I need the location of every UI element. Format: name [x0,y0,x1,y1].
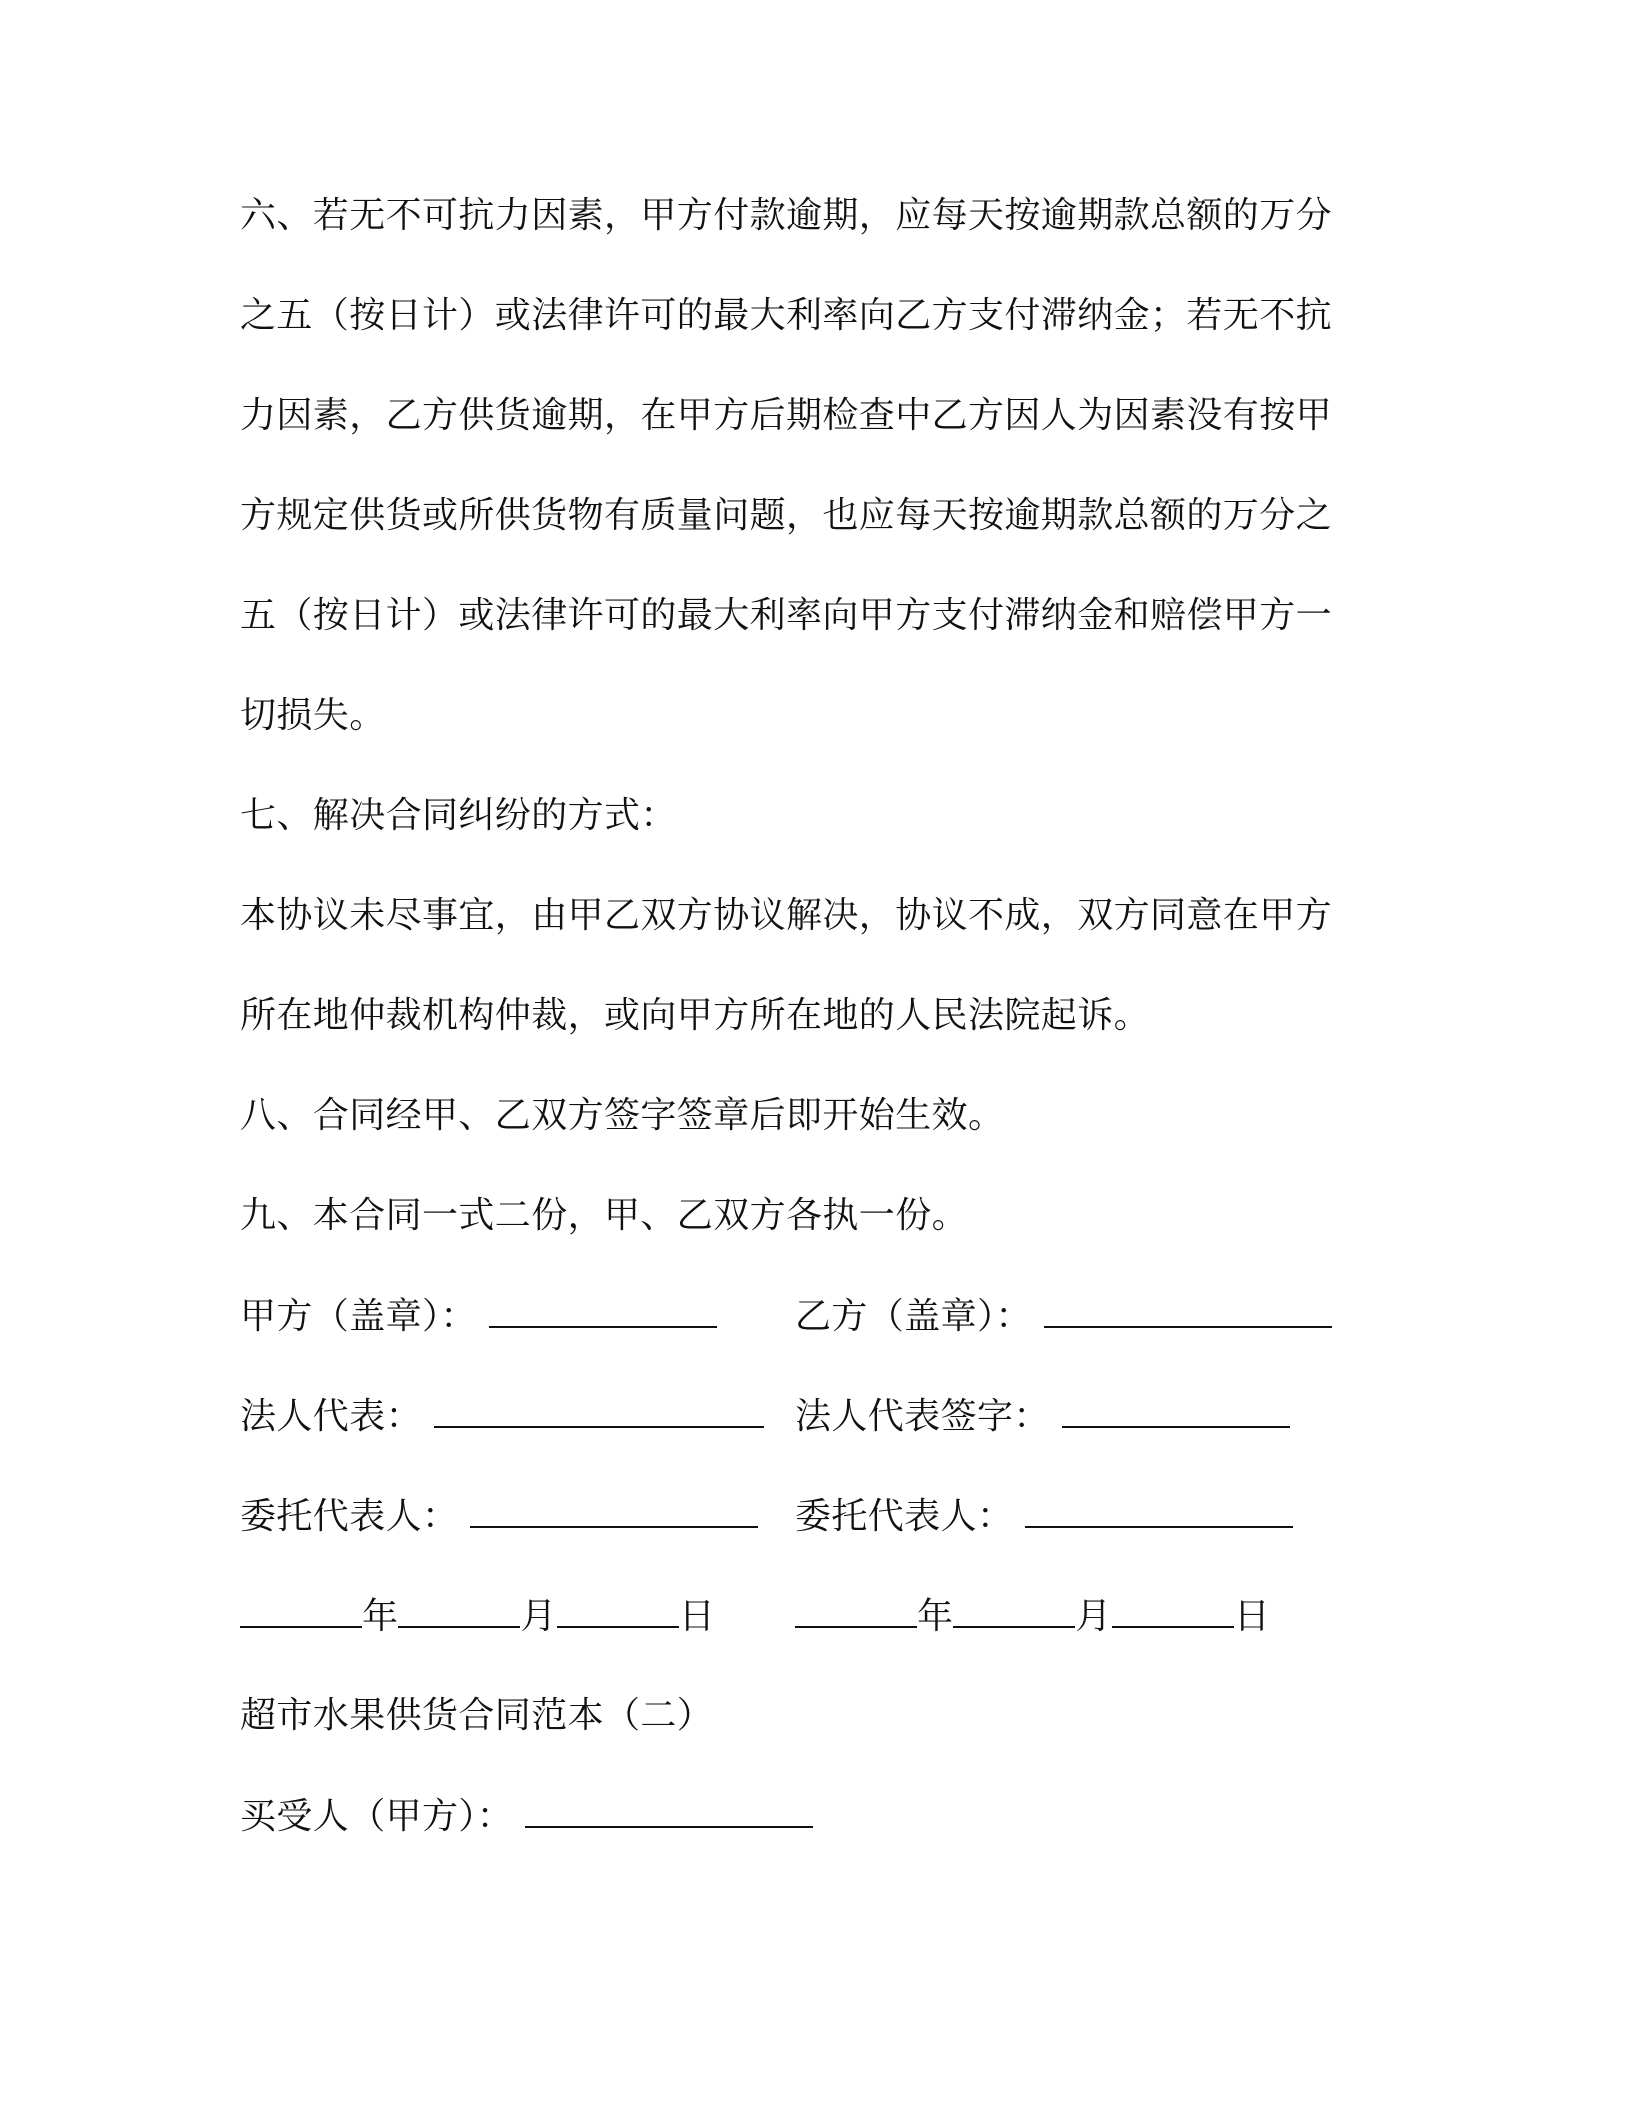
party-a-seal-blank [489,1296,717,1328]
party-a-seal-label: 甲方（盖章）： [240,1296,477,1337]
legal-rep-blank [434,1396,764,1428]
next-contract-title: 超市水果供货合同范本（二） [240,1695,714,1736]
buyer-row [240,1796,813,1837]
party-b-seal-label: 乙方（盖章）： [795,1296,1032,1337]
clause-9: 九、本合同一式二份，甲、乙双方各执一份。 [240,1195,969,1236]
date-a-day-blank [557,1596,679,1628]
date-b-day-label: 日 [1233,1596,1271,1637]
clause-6-line-4: 方规定供货或所供货物有质量问题，也应每天按逾期款总额的万分之 [240,495,1333,536]
date-a-day-label: 日 [678,1596,716,1637]
buyer-label: 买受人（甲方）： [240,1796,514,1837]
legal-rep-label: 法人代表： [240,1396,423,1437]
date-b-month-blank [953,1596,1075,1628]
buyer-blank [525,1796,813,1828]
party-b-seal-blank [1044,1296,1332,1328]
clause-7-line-1: 本协议未尽事宜，由甲乙双方协议解决，协议不成，双方同意在甲方 [240,895,1333,936]
date-b-month-label: 月 [1075,1596,1112,1637]
legal-rep-sign-blank [1062,1396,1290,1428]
date-a-row [240,1596,715,1637]
date-a-year-blank [240,1596,362,1628]
date-a-month-label: 月 [520,1596,557,1637]
agent-a-blank [470,1496,758,1528]
date-b-day-blank [1112,1596,1234,1628]
party-b-seal-row [795,1296,1332,1337]
agent-b-label: 委托代表人： [795,1496,1014,1537]
date-b-year-label: 年 [917,1596,954,1637]
clause-6-line-2: 之五（按日计）或法律许可的最大利率向乙方支付滞纳金；若无不抗 [240,295,1333,336]
date-b-year-blank [795,1596,917,1628]
date-a-year-label: 年 [362,1596,399,1637]
agent-a-row [240,1496,758,1537]
legal-rep-sign-label: 法人代表签字： [795,1396,1050,1437]
agent-a-label: 委托代表人： [240,1496,459,1537]
clause-6-line-1: 六、若无不可抗力因素，甲方付款逾期，应每天按逾期款总额的万分 [240,195,1333,236]
date-b-row [795,1596,1270,1637]
agent-b-row [795,1496,1293,1537]
legal-rep-row [240,1396,764,1437]
clause-7-line-2: 所在地仲裁机构仲裁，或向甲方所在地的人民法院起诉。 [240,995,1151,1036]
clause-6-line-6: 切损失。 [240,695,386,736]
clause-6-line-5: 五（按日计）或法律许可的最大利率向甲方支付滞纳金和赔偿甲方一 [240,595,1333,636]
clause-6-line-3: 力因素，乙方供货逾期，在甲方后期检查中乙方因人为因素没有按甲 [240,395,1333,436]
legal-rep-sign-row [795,1396,1290,1437]
date-a-month-blank [398,1596,520,1628]
clause-8: 八、合同经甲、乙双方签字签章后即开始生效。 [240,1095,1005,1136]
agent-b-blank [1025,1496,1293,1528]
clause-7-title: 七、解决合同纠纷的方式： [240,795,677,836]
party-a-seal-row [240,1296,717,1337]
